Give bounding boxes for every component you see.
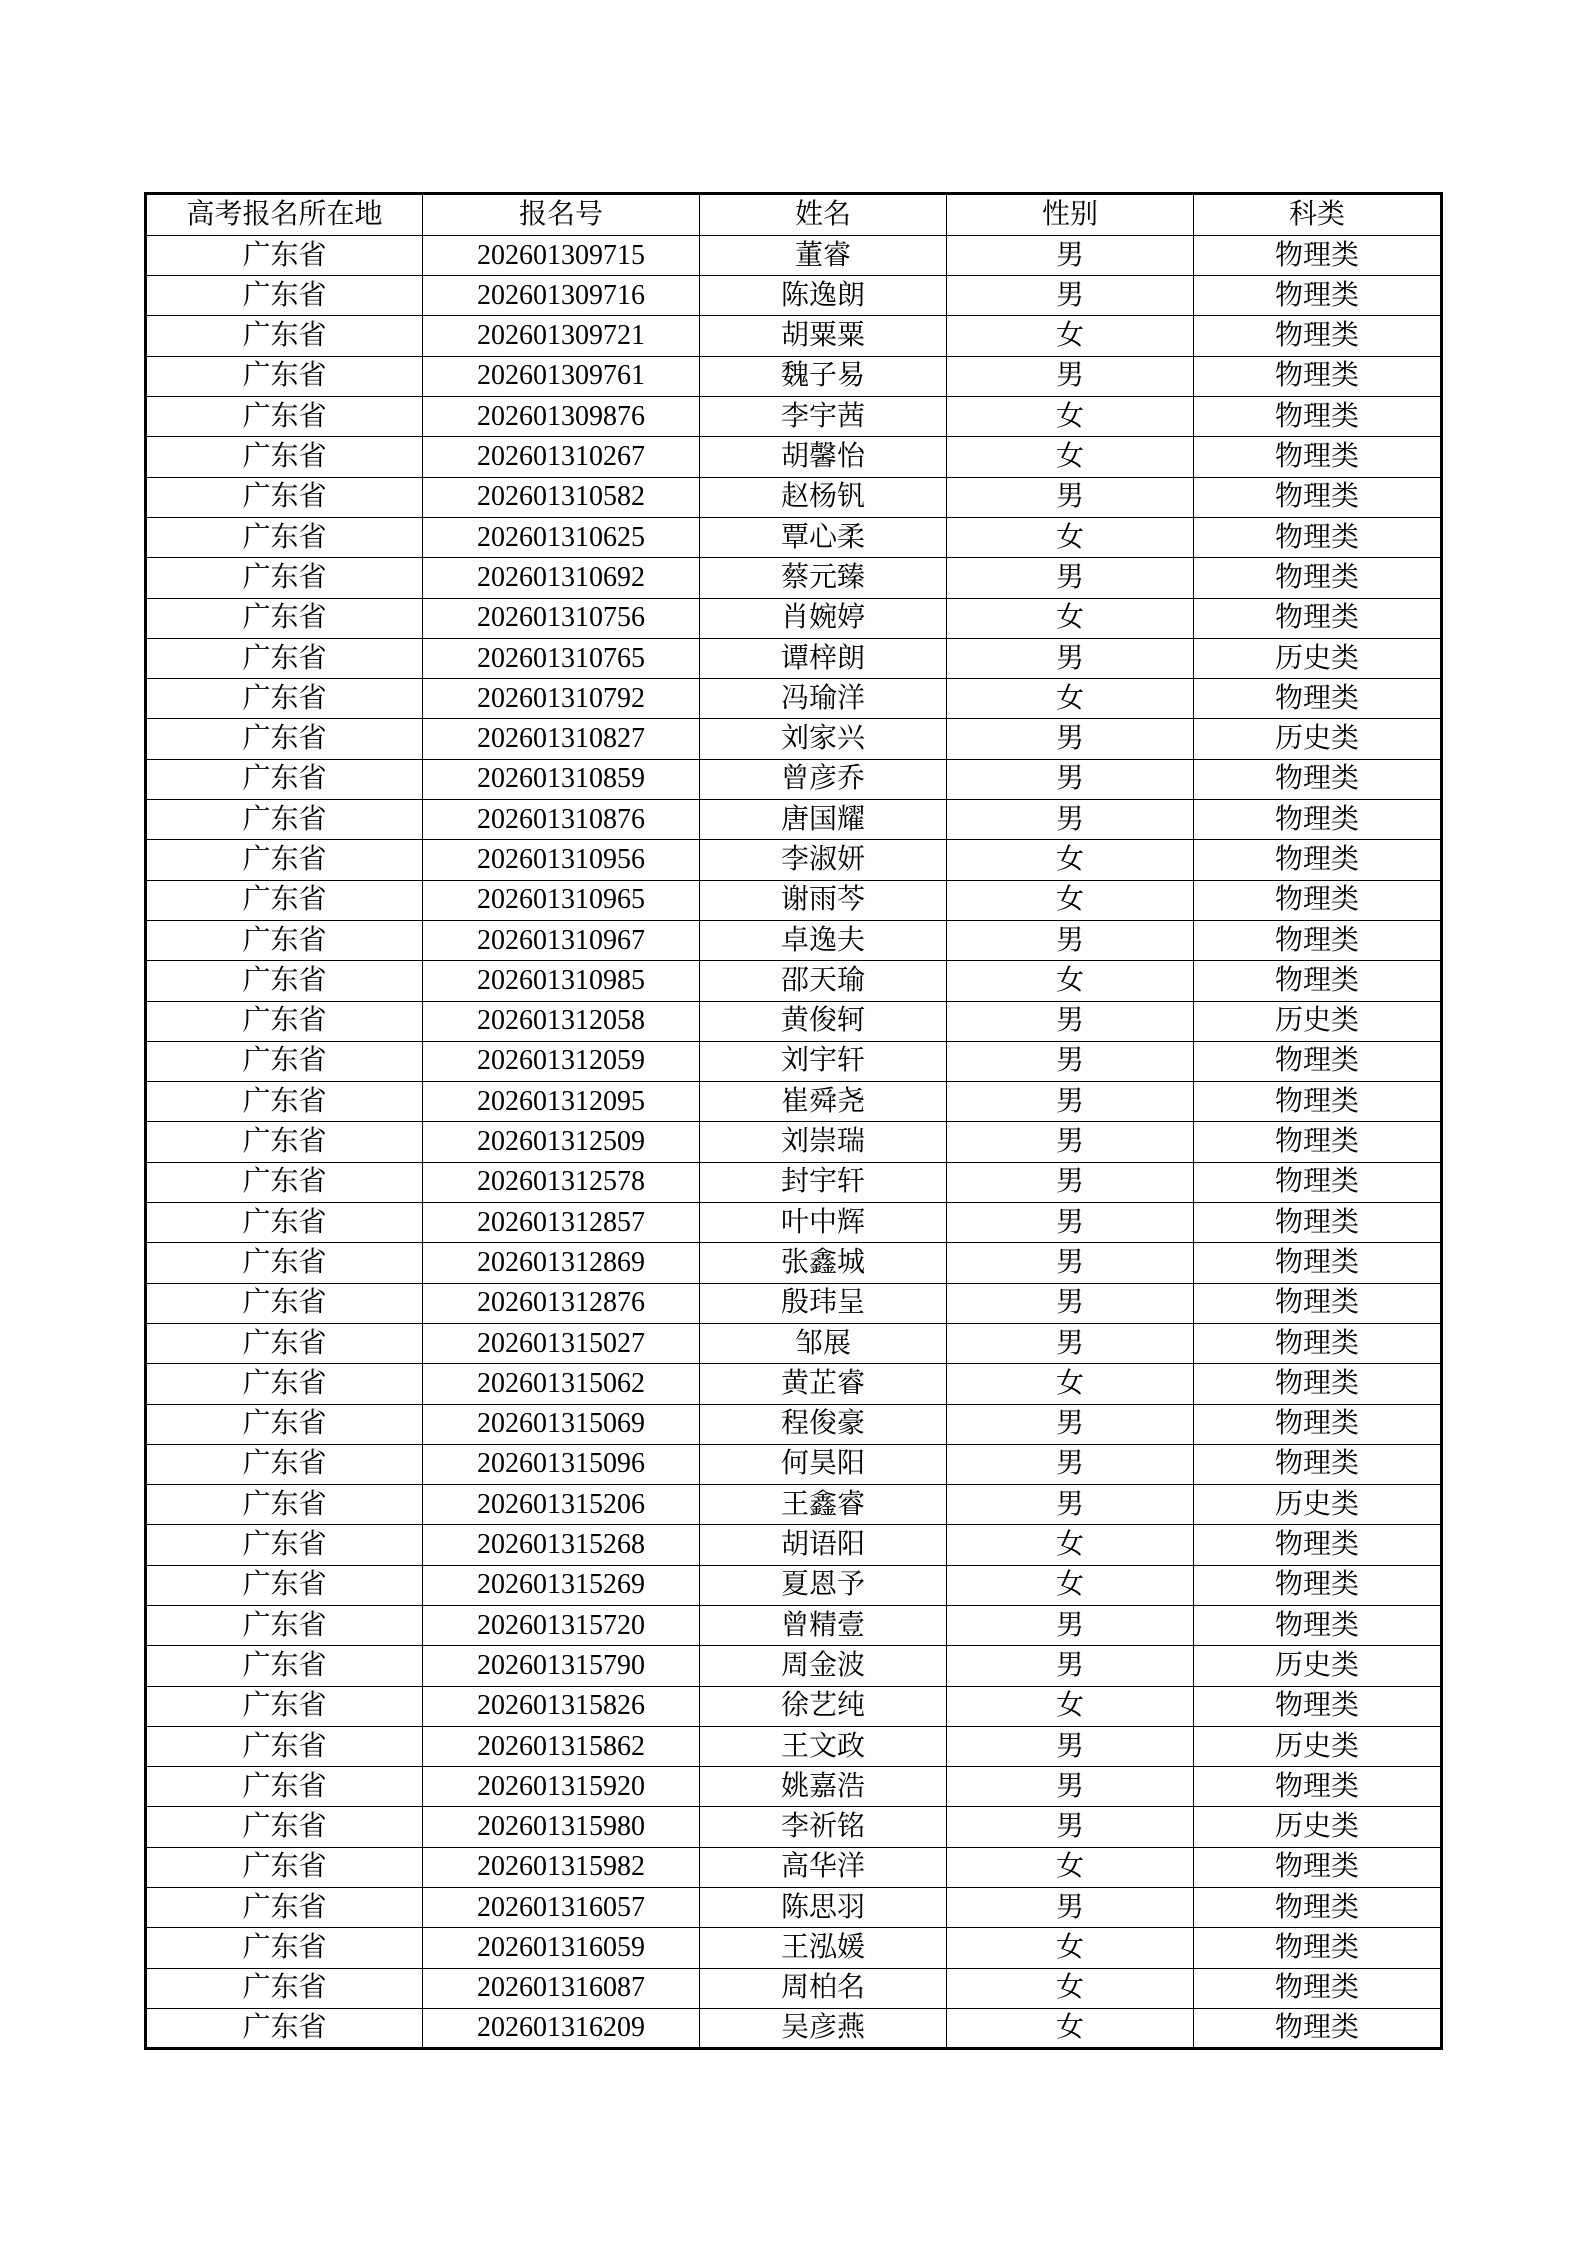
table-row: [146, 477, 1442, 517]
cell-gender: 女: [947, 517, 1194, 557]
cell-category: 物理类: [1194, 1243, 1442, 1283]
cell-gender: 女: [947, 316, 1194, 356]
cell-category: 物理类: [1194, 1565, 1442, 1605]
cell-gender: 男: [947, 1122, 1194, 1162]
table-row: [146, 1283, 1442, 1323]
header-cell-location: 高考报名所在地: [146, 194, 423, 236]
header-cell-reg-number: 报名号: [423, 194, 700, 236]
cell-reg-number: 202601312876: [423, 1283, 700, 1323]
cell-location: 广东省: [146, 1847, 423, 1887]
cell-category: 历史类: [1194, 1807, 1442, 1847]
table-row: [146, 1485, 1442, 1525]
cell-reg-number: 202601310792: [423, 679, 700, 719]
table-row: [146, 1646, 1442, 1686]
cell-location: 广东省: [146, 1283, 423, 1323]
table-row: [146, 1847, 1442, 1887]
cell-category: 物理类: [1194, 880, 1442, 920]
cell-name: 覃心柔: [700, 517, 947, 557]
table-row: [146, 840, 1442, 880]
cell-name: 邵天瑜: [700, 961, 947, 1001]
table-row: [146, 1525, 1442, 1565]
cell-gender: 女: [947, 880, 1194, 920]
cell-category: 物理类: [1194, 2008, 1442, 2048]
cell-name: 夏恩予: [700, 1565, 947, 1605]
cell-category: 物理类: [1194, 276, 1442, 316]
cell-category: 物理类: [1194, 759, 1442, 799]
cell-name: 肖婉婷: [700, 598, 947, 638]
cell-name: 陈思羽: [700, 1888, 947, 1928]
cell-name: 周金波: [700, 1646, 947, 1686]
table-row: [146, 558, 1442, 598]
cell-gender: 男: [947, 1605, 1194, 1645]
cell-reg-number: 202601315206: [423, 1485, 700, 1525]
cell-location: 广东省: [146, 920, 423, 960]
cell-name: 何昊阳: [700, 1444, 947, 1484]
cell-category: 物理类: [1194, 1122, 1442, 1162]
table-body: [146, 235, 1442, 2048]
cell-reg-number: 202601312058: [423, 1001, 700, 1041]
cell-reg-number: 202601315069: [423, 1404, 700, 1444]
header-row: [146, 194, 1442, 236]
cell-gender: 男: [947, 920, 1194, 960]
cell-name: 王文政: [700, 1726, 947, 1766]
table-row: [146, 1686, 1442, 1726]
cell-category: 物理类: [1194, 1283, 1442, 1323]
table-row: [146, 1041, 1442, 1081]
cell-gender: 男: [947, 1283, 1194, 1323]
cell-location: 广东省: [146, 558, 423, 598]
cell-reg-number: 202601316209: [423, 2008, 700, 2048]
table-row: [146, 598, 1442, 638]
cell-category: 物理类: [1194, 1444, 1442, 1484]
cell-reg-number: 202601309716: [423, 276, 700, 316]
table-row: [146, 356, 1442, 396]
cell-name: 周柏名: [700, 1968, 947, 2008]
cell-gender: 男: [947, 1203, 1194, 1243]
cell-location: 广东省: [146, 961, 423, 1001]
cell-location: 广东省: [146, 1404, 423, 1444]
cell-category: 物理类: [1194, 840, 1442, 880]
cell-reg-number: 202601310582: [423, 477, 700, 517]
cell-name: 崔舜尧: [700, 1082, 947, 1122]
cell-gender: 男: [947, 1646, 1194, 1686]
cell-reg-number: 202601315920: [423, 1767, 700, 1807]
cell-location: 广东省: [146, 598, 423, 638]
cell-category: 物理类: [1194, 800, 1442, 840]
cell-name: 冯瑜洋: [700, 679, 947, 719]
cell-category: 历史类: [1194, 638, 1442, 678]
cell-gender: 女: [947, 437, 1194, 477]
cell-reg-number: 202601309715: [423, 235, 700, 275]
cell-location: 广东省: [146, 1485, 423, 1525]
cell-gender: 女: [947, 1928, 1194, 1968]
cell-category: 历史类: [1194, 1485, 1442, 1525]
cell-reg-number: 202601310765: [423, 638, 700, 678]
cell-category: 物理类: [1194, 961, 1442, 1001]
cell-name: 邹展: [700, 1323, 947, 1363]
cell-reg-number: 202601315720: [423, 1605, 700, 1645]
table-row: [146, 397, 1442, 437]
table-row: [146, 1968, 1442, 2008]
cell-reg-number: 202601310859: [423, 759, 700, 799]
table-row: [146, 880, 1442, 920]
cell-category: 物理类: [1194, 1928, 1442, 1968]
cell-gender: 男: [947, 1323, 1194, 1363]
cell-category: 物理类: [1194, 1605, 1442, 1645]
cell-category: 物理类: [1194, 1082, 1442, 1122]
cell-reg-number: 202601315269: [423, 1565, 700, 1605]
cell-location: 广东省: [146, 1525, 423, 1565]
table-row: [146, 679, 1442, 719]
cell-category: 物理类: [1194, 1525, 1442, 1565]
table-row: [146, 719, 1442, 759]
table-row: [146, 437, 1442, 477]
cell-category: 物理类: [1194, 477, 1442, 517]
cell-category: 历史类: [1194, 1726, 1442, 1766]
cell-location: 广东省: [146, 1968, 423, 2008]
table-row: [146, 1807, 1442, 1847]
cell-category: 物理类: [1194, 397, 1442, 437]
cell-gender: 男: [947, 1243, 1194, 1283]
cell-name: 胡语阳: [700, 1525, 947, 1565]
cell-gender: 女: [947, 961, 1194, 1001]
cell-gender: 女: [947, 840, 1194, 880]
cell-location: 广东省: [146, 1444, 423, 1484]
cell-location: 广东省: [146, 2008, 423, 2048]
cell-gender: 男: [947, 1767, 1194, 1807]
cell-location: 广东省: [146, 356, 423, 396]
cell-reg-number: 202601315790: [423, 1646, 700, 1686]
cell-reg-number: 202601316087: [423, 1968, 700, 2008]
cell-name: 赵杨钒: [700, 477, 947, 517]
table-row: [146, 2008, 1442, 2048]
cell-reg-number: 202601315096: [423, 1444, 700, 1484]
cell-gender: 女: [947, 598, 1194, 638]
table-row: [146, 1203, 1442, 1243]
cell-reg-number: 202601316059: [423, 1928, 700, 1968]
cell-name: 王鑫睿: [700, 1485, 947, 1525]
cell-location: 广东省: [146, 1203, 423, 1243]
registration-table: [144, 192, 1443, 2050]
table-row: [146, 1001, 1442, 1041]
cell-location: 广东省: [146, 800, 423, 840]
cell-name: 叶中辉: [700, 1203, 947, 1243]
cell-category: 物理类: [1194, 1847, 1442, 1887]
table-row: [146, 1323, 1442, 1363]
table-row: [146, 961, 1442, 1001]
cell-reg-number: 202601309761: [423, 356, 700, 396]
table-row: [146, 920, 1442, 960]
table-row: [146, 276, 1442, 316]
cell-gender: 女: [947, 397, 1194, 437]
cell-location: 广东省: [146, 1605, 423, 1645]
cell-location: 广东省: [146, 1726, 423, 1766]
cell-location: 广东省: [146, 1364, 423, 1404]
cell-name: 谭梓朗: [700, 638, 947, 678]
cell-category: 物理类: [1194, 235, 1442, 275]
table-row: [146, 1404, 1442, 1444]
cell-gender: 男: [947, 356, 1194, 396]
cell-location: 广东省: [146, 1565, 423, 1605]
cell-category: 物理类: [1194, 437, 1442, 477]
cell-location: 广东省: [146, 1686, 423, 1726]
cell-category: 物理类: [1194, 1404, 1442, 1444]
cell-name: 李宇茜: [700, 397, 947, 437]
table-row: [146, 759, 1442, 799]
cell-name: 卓逸夫: [700, 920, 947, 960]
cell-location: 广东省: [146, 397, 423, 437]
cell-location: 广东省: [146, 1001, 423, 1041]
cell-gender: 男: [947, 1807, 1194, 1847]
cell-category: 物理类: [1194, 920, 1442, 960]
table-row: [146, 1082, 1442, 1122]
table-row: [146, 1364, 1442, 1404]
cell-reg-number: 202601315982: [423, 1847, 700, 1887]
cell-location: 广东省: [146, 1243, 423, 1283]
cell-category: 历史类: [1194, 1646, 1442, 1686]
cell-category: 物理类: [1194, 1364, 1442, 1404]
cell-name: 刘宇轩: [700, 1041, 947, 1081]
table-row: [146, 517, 1442, 557]
cell-name: 蔡元臻: [700, 558, 947, 598]
cell-location: 广东省: [146, 316, 423, 356]
cell-gender: 女: [947, 1565, 1194, 1605]
header-cell-name: 姓名: [700, 194, 947, 236]
cell-reg-number: 202601315862: [423, 1726, 700, 1766]
cell-reg-number: 202601312869: [423, 1243, 700, 1283]
cell-reg-number: 202601315980: [423, 1807, 700, 1847]
cell-location: 广东省: [146, 1888, 423, 1928]
cell-category: 物理类: [1194, 679, 1442, 719]
table-row: [146, 1162, 1442, 1202]
cell-location: 广东省: [146, 477, 423, 517]
cell-gender: 男: [947, 235, 1194, 275]
cell-reg-number: 202601309876: [423, 397, 700, 437]
cell-name: 陈逸朗: [700, 276, 947, 316]
table-row: [146, 1243, 1442, 1283]
cell-name: 张鑫城: [700, 1243, 947, 1283]
cell-name: 胡粟粟: [700, 316, 947, 356]
cell-location: 广东省: [146, 276, 423, 316]
cell-location: 广东省: [146, 1122, 423, 1162]
table-row: [146, 1444, 1442, 1484]
cell-reg-number: 202601310756: [423, 598, 700, 638]
cell-reg-number: 202601315268: [423, 1525, 700, 1565]
cell-category: 历史类: [1194, 1001, 1442, 1041]
cell-name: 黄俊轲: [700, 1001, 947, 1041]
cell-gender: 男: [947, 638, 1194, 678]
cell-name: 程俊豪: [700, 1404, 947, 1444]
cell-name: 魏子易: [700, 356, 947, 396]
cell-gender: 男: [947, 1162, 1194, 1202]
table-row: [146, 235, 1442, 275]
cell-gender: 男: [947, 1444, 1194, 1484]
cell-category: 物理类: [1194, 1888, 1442, 1928]
table-row: [146, 1928, 1442, 1968]
cell-name: 谢雨芩: [700, 880, 947, 920]
cell-name: 姚嘉浩: [700, 1767, 947, 1807]
cell-gender: 女: [947, 1686, 1194, 1726]
cell-name: 徐艺纯: [700, 1686, 947, 1726]
cell-reg-number: 202601310985: [423, 961, 700, 1001]
cell-category: 物理类: [1194, 1041, 1442, 1081]
cell-name: 董睿: [700, 235, 947, 275]
cell-category: 物理类: [1194, 1968, 1442, 2008]
cell-reg-number: 202601315826: [423, 1686, 700, 1726]
cell-category: 物理类: [1194, 316, 1442, 356]
cell-name: 李祈铭: [700, 1807, 947, 1847]
cell-gender: 男: [947, 477, 1194, 517]
cell-location: 广东省: [146, 437, 423, 477]
cell-reg-number: 202601312857: [423, 1203, 700, 1243]
cell-gender: 女: [947, 1364, 1194, 1404]
cell-location: 广东省: [146, 1646, 423, 1686]
cell-gender: 女: [947, 2008, 1194, 2048]
cell-gender: 女: [947, 1847, 1194, 1887]
cell-category: 物理类: [1194, 558, 1442, 598]
cell-location: 广东省: [146, 1162, 423, 1202]
cell-gender: 男: [947, 276, 1194, 316]
cell-gender: 男: [947, 719, 1194, 759]
cell-location: 广东省: [146, 719, 423, 759]
table-row: [146, 1726, 1442, 1766]
cell-reg-number: 202601310625: [423, 517, 700, 557]
cell-location: 广东省: [146, 1041, 423, 1081]
cell-reg-number: 202601310956: [423, 840, 700, 880]
table-row: [146, 1767, 1442, 1807]
cell-category: 物理类: [1194, 356, 1442, 396]
cell-name: 封宇轩: [700, 1162, 947, 1202]
cell-category: 物理类: [1194, 1686, 1442, 1726]
table-row: [146, 638, 1442, 678]
cell-name: 李淑妍: [700, 840, 947, 880]
cell-location: 广东省: [146, 880, 423, 920]
cell-gender: 男: [947, 1888, 1194, 1928]
cell-name: 唐国耀: [700, 800, 947, 840]
cell-name: 刘崇瑞: [700, 1122, 947, 1162]
cell-reg-number: 202601310967: [423, 920, 700, 960]
cell-name: 曾彦乔: [700, 759, 947, 799]
header-cell-gender: 性别: [947, 194, 1194, 236]
cell-reg-number: 202601310827: [423, 719, 700, 759]
cell-name: 殷玮呈: [700, 1283, 947, 1323]
cell-category: 历史类: [1194, 719, 1442, 759]
cell-gender: 男: [947, 1726, 1194, 1766]
cell-location: 广东省: [146, 759, 423, 799]
cell-gender: 女: [947, 1968, 1194, 2008]
table-row: [146, 316, 1442, 356]
cell-gender: 男: [947, 759, 1194, 799]
cell-gender: 男: [947, 1404, 1194, 1444]
header-cell-category: 科类: [1194, 194, 1442, 236]
cell-location: 广东省: [146, 517, 423, 557]
table-row: [146, 1888, 1442, 1928]
cell-reg-number: 202601315062: [423, 1364, 700, 1404]
cell-location: 广东省: [146, 679, 423, 719]
cell-category: 物理类: [1194, 598, 1442, 638]
cell-reg-number: 202601315027: [423, 1323, 700, 1363]
cell-reg-number: 202601316057: [423, 1888, 700, 1928]
table-row: [146, 1605, 1442, 1645]
cell-location: 广东省: [146, 235, 423, 275]
cell-gender: 男: [947, 1485, 1194, 1525]
cell-name: 王泓媛: [700, 1928, 947, 1968]
cell-gender: 男: [947, 1001, 1194, 1041]
cell-gender: 女: [947, 679, 1194, 719]
cell-reg-number: 202601312578: [423, 1162, 700, 1202]
cell-category: 物理类: [1194, 1767, 1442, 1807]
cell-gender: 男: [947, 800, 1194, 840]
cell-reg-number: 202601310965: [423, 880, 700, 920]
table-row: [146, 800, 1442, 840]
cell-category: 物理类: [1194, 517, 1442, 557]
cell-location: 广东省: [146, 638, 423, 678]
cell-name: 吴彦燕: [700, 2008, 947, 2048]
cell-category: 物理类: [1194, 1323, 1442, 1363]
cell-location: 广东省: [146, 1323, 423, 1363]
cell-gender: 男: [947, 1082, 1194, 1122]
cell-name: 高华洋: [700, 1847, 947, 1887]
cell-name: 曾精壹: [700, 1605, 947, 1645]
cell-reg-number: 202601312509: [423, 1122, 700, 1162]
cell-location: 广东省: [146, 1082, 423, 1122]
cell-gender: 男: [947, 1041, 1194, 1081]
cell-reg-number: 202601310692: [423, 558, 700, 598]
table-row: [146, 1565, 1442, 1605]
cell-gender: 女: [947, 1525, 1194, 1565]
cell-location: 广东省: [146, 1767, 423, 1807]
cell-reg-number: 202601312095: [423, 1082, 700, 1122]
cell-location: 广东省: [146, 1928, 423, 1968]
cell-reg-number: 202601310876: [423, 800, 700, 840]
cell-category: 物理类: [1194, 1162, 1442, 1202]
cell-location: 广东省: [146, 840, 423, 880]
cell-location: 广东省: [146, 1807, 423, 1847]
table-row: [146, 1122, 1442, 1162]
cell-reg-number: 202601312059: [423, 1041, 700, 1081]
cell-category: 物理类: [1194, 1203, 1442, 1243]
cell-reg-number: 202601310267: [423, 437, 700, 477]
cell-reg-number: 202601309721: [423, 316, 700, 356]
cell-name: 胡馨怡: [700, 437, 947, 477]
cell-name: 黄芷睿: [700, 1364, 947, 1404]
cell-name: 刘家兴: [700, 719, 947, 759]
cell-gender: 男: [947, 558, 1194, 598]
